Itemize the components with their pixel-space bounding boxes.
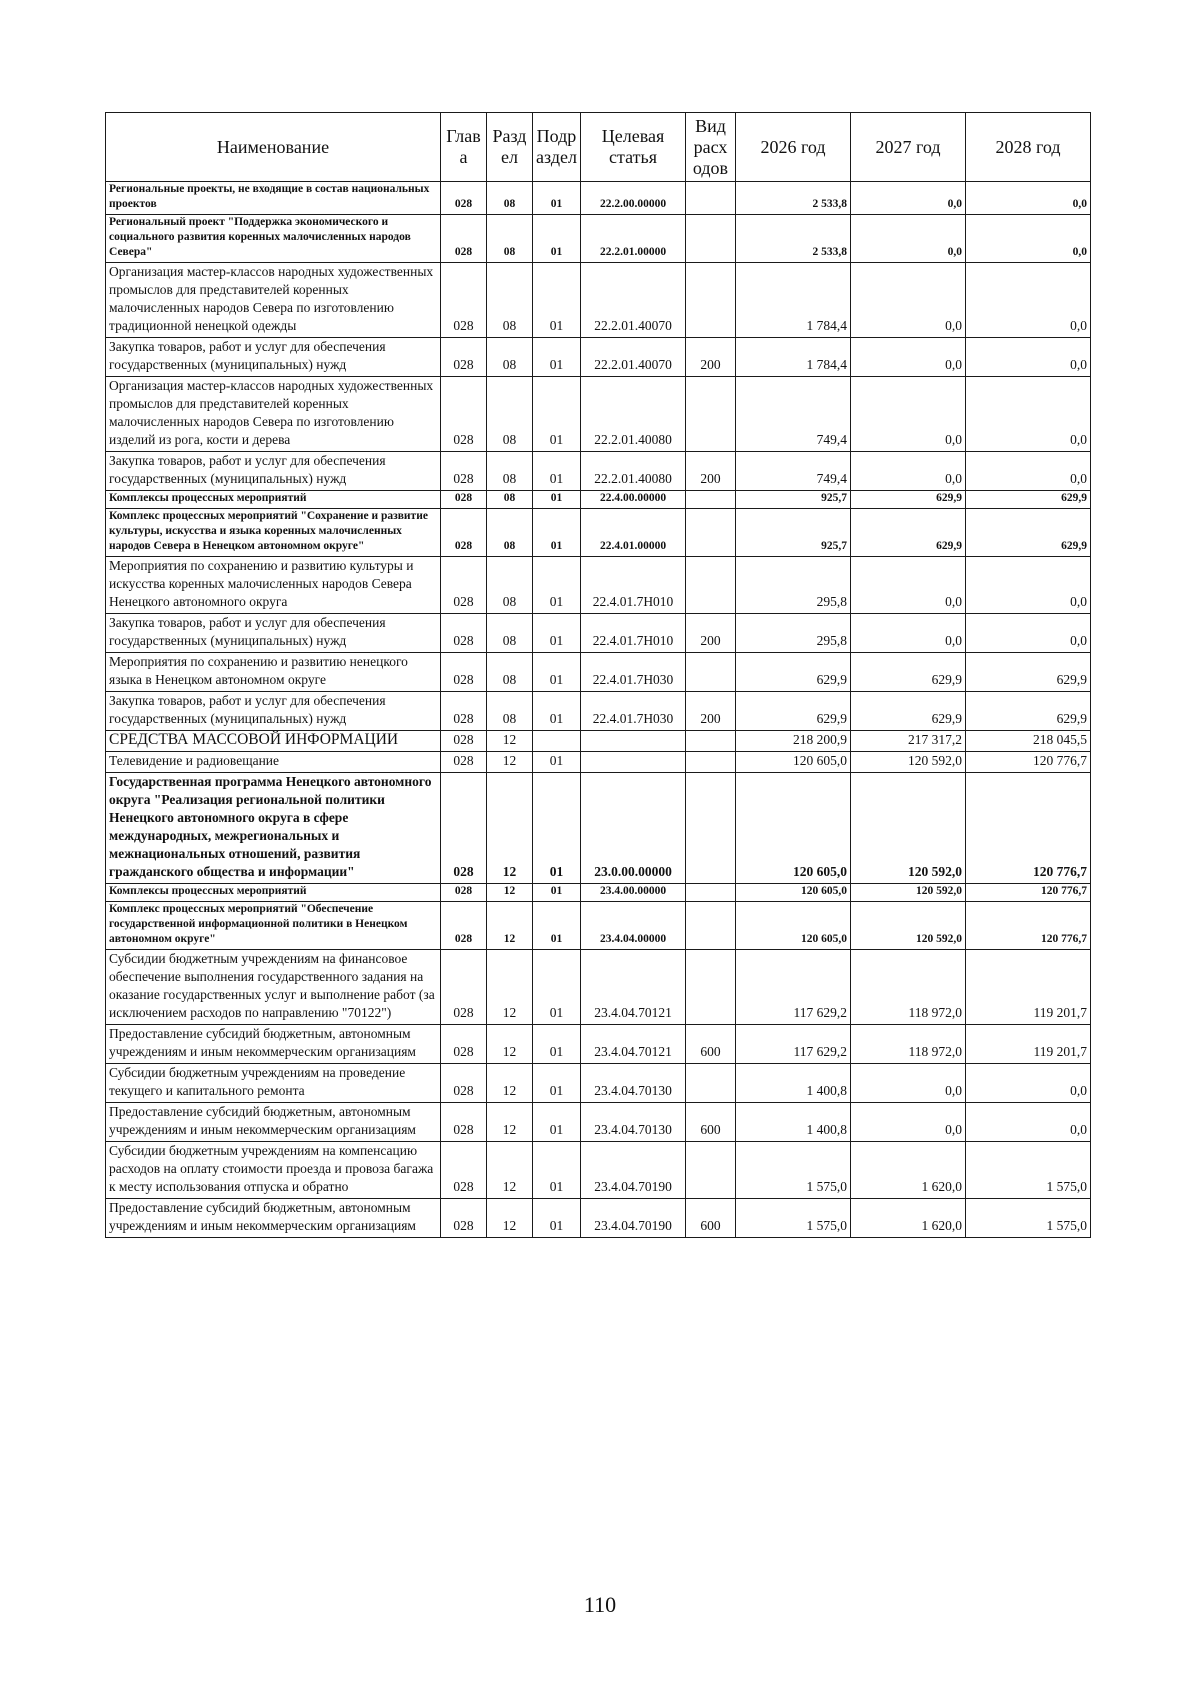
cell-glava: 028 <box>441 1103 487 1142</box>
cell-article: 22.2.01.00000 <box>581 215 686 263</box>
cell-y2028: 120 776,7 <box>966 752 1091 773</box>
cell-y2028: 1 575,0 <box>966 1142 1091 1199</box>
cell-y2027: 0,0 <box>851 338 966 377</box>
cell-y2027: 0,0 <box>851 1103 966 1142</box>
cell-razdel: 08 <box>487 452 533 491</box>
cell-y2027: 0,0 <box>851 182 966 215</box>
cell-vid: 200 <box>686 614 736 653</box>
cell-glava: 028 <box>441 614 487 653</box>
cell-y2028: 629,9 <box>966 491 1091 509</box>
table-row <box>106 215 1091 263</box>
cell-y2026: 218 200,9 <box>736 731 851 752</box>
cell-name: Субсидии бюджетным учреждениям на компенсацию расходов на оплату стоимости проезда и провоза багажа к месту использования отпуска и обратно <box>106 1142 441 1199</box>
cell-podrazdel: 01 <box>533 338 581 377</box>
cell-razdel: 12 <box>487 902 533 950</box>
table-row <box>106 950 1091 1025</box>
cell-y2026: 749,4 <box>736 377 851 452</box>
cell-razdel: 08 <box>487 263 533 338</box>
cell-glava: 028 <box>441 653 487 692</box>
cell-name: Предоставление субсидий бюджетным, автономным учреждениям и иным некоммерческим организациям <box>106 1025 441 1064</box>
cell-y2028: 0,0 <box>966 377 1091 452</box>
cell-article: 23.4.04.70190 <box>581 1199 686 1238</box>
cell-razdel: 12 <box>487 752 533 773</box>
cell-name: Субсидии бюджетным учреждениям на проведение текущего и капитального ремонта <box>106 1064 441 1103</box>
cell-razdel: 08 <box>487 215 533 263</box>
cell-razdel: 12 <box>487 884 533 902</box>
cell-podrazdel: 01 <box>533 452 581 491</box>
cell-podrazdel: 01 <box>533 182 581 215</box>
table-row <box>106 1199 1091 1238</box>
cell-article: 22.4.01.7Н010 <box>581 557 686 614</box>
cell-glava: 028 <box>441 509 487 557</box>
cell-podrazdel: 01 <box>533 491 581 509</box>
cell-glava: 028 <box>441 884 487 902</box>
cell-podrazdel: 01 <box>533 614 581 653</box>
cell-glava: 028 <box>441 452 487 491</box>
cell-glava: 028 <box>441 557 487 614</box>
cell-y2027: 118 972,0 <box>851 950 966 1025</box>
cell-article: 22.2.00.00000 <box>581 182 686 215</box>
cell-y2027: 1 620,0 <box>851 1142 966 1199</box>
cell-y2027: 0,0 <box>851 377 966 452</box>
cell-podrazdel: 01 <box>533 884 581 902</box>
cell-article: 22.2.01.40080 <box>581 452 686 491</box>
cell-glava: 028 <box>441 1025 487 1064</box>
table-row <box>106 263 1091 338</box>
cell-glava: 028 <box>441 773 487 884</box>
cell-y2026: 117 629,2 <box>736 950 851 1025</box>
cell-article: 22.4.00.00000 <box>581 491 686 509</box>
cell-y2026: 1 784,4 <box>736 263 851 338</box>
cell-article: 23.0.00.00000 <box>581 773 686 884</box>
cell-razdel: 12 <box>487 773 533 884</box>
cell-podrazdel: 01 <box>533 1064 581 1103</box>
table-row <box>106 182 1091 215</box>
cell-name: Предоставление субсидий бюджетным, автономным учреждениям и иным некоммерческим организациям <box>106 1199 441 1238</box>
cell-razdel: 08 <box>487 377 533 452</box>
cell-y2027: 120 592,0 <box>851 884 966 902</box>
cell-glava: 028 <box>441 902 487 950</box>
cell-y2028: 1 575,0 <box>966 1199 1091 1238</box>
cell-podrazdel: 01 <box>533 1199 581 1238</box>
cell-vid <box>686 263 736 338</box>
cell-y2028: 120 776,7 <box>966 884 1091 902</box>
cell-razdel: 12 <box>487 1103 533 1142</box>
cell-vid: 200 <box>686 692 736 731</box>
cell-article: 23.4.04.70190 <box>581 1142 686 1199</box>
cell-y2028: 0,0 <box>966 338 1091 377</box>
cell-y2026: 117 629,2 <box>736 1025 851 1064</box>
table-row <box>106 1025 1091 1064</box>
cell-y2027: 120 592,0 <box>851 752 966 773</box>
table-row <box>106 1103 1091 1142</box>
table-row <box>106 614 1091 653</box>
cell-podrazdel <box>533 731 581 752</box>
cell-vid: 600 <box>686 1199 736 1238</box>
cell-vid <box>686 653 736 692</box>
cell-article: 22.2.01.40070 <box>581 338 686 377</box>
cell-y2027: 0,0 <box>851 557 966 614</box>
cell-vid <box>686 884 736 902</box>
cell-vid <box>686 509 736 557</box>
cell-article: 22.4.01.00000 <box>581 509 686 557</box>
cell-y2027: 0,0 <box>851 263 966 338</box>
cell-name: Комплекс процессных мероприятий "Сохранение и развитие культуры, искусства и языка коренных малочисленных народов Севера в Ненецком автономном округе" <box>106 509 441 557</box>
cell-y2026: 2 533,8 <box>736 182 851 215</box>
cell-y2027: 629,9 <box>851 491 966 509</box>
table-row <box>106 557 1091 614</box>
cell-podrazdel: 01 <box>533 509 581 557</box>
cell-y2028: 119 201,7 <box>966 1025 1091 1064</box>
cell-y2026: 120 605,0 <box>736 773 851 884</box>
cell-podrazdel: 01 <box>533 1142 581 1199</box>
header-2028: 2028 год <box>966 113 1091 182</box>
cell-article: 23.4.04.70130 <box>581 1103 686 1142</box>
header-article: Целевая статья <box>581 113 686 182</box>
cell-glava: 028 <box>441 1142 487 1199</box>
cell-glava: 028 <box>441 731 487 752</box>
table-row <box>106 692 1091 731</box>
cell-article: 22.2.01.40070 <box>581 263 686 338</box>
cell-name: Мероприятия по сохранению и развитию культуры и искусства коренных малочисленных народов Севера Ненецкого автономного округа <box>106 557 441 614</box>
cell-y2026: 749,4 <box>736 452 851 491</box>
cell-y2026: 925,7 <box>736 491 851 509</box>
cell-razdel: 12 <box>487 1199 533 1238</box>
table-row <box>106 1064 1091 1103</box>
cell-razdel: 12 <box>487 950 533 1025</box>
cell-y2026: 1 400,8 <box>736 1064 851 1103</box>
cell-y2028: 629,9 <box>966 509 1091 557</box>
table-row <box>106 377 1091 452</box>
cell-name: Предоставление субсидий бюджетным, автономным учреждениям и иным некоммерческим организациям <box>106 1103 441 1142</box>
table-header-row <box>106 113 1091 182</box>
cell-article: 23.4.04.70121 <box>581 950 686 1025</box>
cell-razdel: 08 <box>487 182 533 215</box>
cell-y2028: 0,0 <box>966 614 1091 653</box>
header-2026: 2026 год <box>736 113 851 182</box>
cell-glava: 028 <box>441 1064 487 1103</box>
table-row <box>106 884 1091 902</box>
cell-vid <box>686 773 736 884</box>
cell-name: Комплексы процессных мероприятий <box>106 491 441 509</box>
cell-razdel: 08 <box>487 491 533 509</box>
table-row <box>106 491 1091 509</box>
cell-name: Региональные проекты, не входящие в состав национальных проектов <box>106 182 441 215</box>
header-razdel: Разд ел <box>487 113 533 182</box>
cell-podrazdel: 01 <box>533 950 581 1025</box>
cell-glava: 028 <box>441 377 487 452</box>
cell-vid <box>686 557 736 614</box>
table-row <box>106 731 1091 752</box>
cell-article: 23.4.04.70121 <box>581 1025 686 1064</box>
cell-y2027: 1 620,0 <box>851 1199 966 1238</box>
cell-name: Субсидии бюджетным учреждениям на финансовое обеспечение выполнения государственного задания на оказание государственных услуг и выполнение работ (за исключением расходов по направлению "70122") <box>106 950 441 1025</box>
cell-y2027: 217 317,2 <box>851 731 966 752</box>
cell-glava: 028 <box>441 491 487 509</box>
cell-glava: 028 <box>441 950 487 1025</box>
cell-vid <box>686 1064 736 1103</box>
cell-razdel: 08 <box>487 614 533 653</box>
cell-y2027: 629,9 <box>851 509 966 557</box>
cell-y2028: 0,0 <box>966 452 1091 491</box>
cell-podrazdel: 01 <box>533 773 581 884</box>
cell-vid: 200 <box>686 338 736 377</box>
cell-y2028: 0,0 <box>966 182 1091 215</box>
cell-podrazdel: 01 <box>533 1025 581 1064</box>
table-row <box>106 752 1091 773</box>
cell-y2027: 629,9 <box>851 653 966 692</box>
cell-vid: 600 <box>686 1025 736 1064</box>
table-row <box>106 338 1091 377</box>
cell-y2027: 120 592,0 <box>851 902 966 950</box>
header-podrazdel: Подр аздел <box>533 113 581 182</box>
cell-y2026: 1 575,0 <box>736 1142 851 1199</box>
cell-vid <box>686 182 736 215</box>
cell-razdel: 08 <box>487 338 533 377</box>
cell-article: 22.4.01.7Н010 <box>581 614 686 653</box>
cell-name: Закупка товаров, работ и услуг для обеспечения государственных (муниципальных) нужд <box>106 338 441 377</box>
cell-podrazdel: 01 <box>533 1103 581 1142</box>
header-name: Наименование <box>106 113 441 182</box>
table-body <box>106 182 1091 1238</box>
cell-vid: 600 <box>686 1103 736 1142</box>
cell-y2028: 218 045,5 <box>966 731 1091 752</box>
table-row <box>106 1142 1091 1199</box>
cell-podrazdel: 01 <box>533 215 581 263</box>
cell-y2026: 295,8 <box>736 557 851 614</box>
cell-y2027: 0,0 <box>851 452 966 491</box>
cell-article <box>581 752 686 773</box>
cell-vid <box>686 902 736 950</box>
cell-glava: 028 <box>441 752 487 773</box>
table-row <box>106 452 1091 491</box>
cell-name: Организация мастер-классов народных художественных промыслов для представителей коренных малочисленных народов Севера по изготовлению изделий из рога, кости и дерева <box>106 377 441 452</box>
cell-name: Закупка товаров, работ и услуг для обеспечения государственных (муниципальных) нужд <box>106 692 441 731</box>
cell-podrazdel: 01 <box>533 653 581 692</box>
cell-article: 23.4.00.00000 <box>581 884 686 902</box>
cell-glava: 028 <box>441 692 487 731</box>
cell-vid <box>686 752 736 773</box>
cell-name: Государственная программа Ненецкого автономного округа "Реализация региональной политики Ненецкого автономного округа в сфере международных, межрегиональных и межнациональных отношений, развития гражданского общества и информации" <box>106 773 441 884</box>
cell-y2027: 0,0 <box>851 1064 966 1103</box>
cell-article: 22.4.01.7Н030 <box>581 692 686 731</box>
cell-razdel: 12 <box>487 1064 533 1103</box>
cell-name: Организация мастер-классов народных художественных промыслов для представителей коренных малочисленных народов Севера по изготовлению традиционной ненецкой одежды <box>106 263 441 338</box>
cell-y2026: 629,9 <box>736 653 851 692</box>
cell-glava: 028 <box>441 263 487 338</box>
cell-y2026: 120 605,0 <box>736 752 851 773</box>
table-row <box>106 509 1091 557</box>
budget-table <box>105 112 1091 1238</box>
cell-y2026: 295,8 <box>736 614 851 653</box>
cell-y2027: 120 592,0 <box>851 773 966 884</box>
cell-razdel: 08 <box>487 509 533 557</box>
cell-name: Региональный проект "Поддержка экономического и социального развития коренных малочисленных народов Севера" <box>106 215 441 263</box>
cell-vid <box>686 491 736 509</box>
cell-podrazdel: 01 <box>533 263 581 338</box>
cell-name: Закупка товаров, работ и услуг для обеспечения государственных (муниципальных) нужд <box>106 614 441 653</box>
cell-y2026: 629,9 <box>736 692 851 731</box>
cell-razdel: 08 <box>487 653 533 692</box>
cell-y2028: 119 201,7 <box>966 950 1091 1025</box>
cell-glava: 028 <box>441 215 487 263</box>
cell-y2028: 120 776,7 <box>966 773 1091 884</box>
cell-y2028: 629,9 <box>966 653 1091 692</box>
cell-vid <box>686 1142 736 1199</box>
cell-razdel: 12 <box>487 1025 533 1064</box>
cell-glava: 028 <box>441 1199 487 1238</box>
cell-y2028: 0,0 <box>966 1103 1091 1142</box>
cell-article: 23.4.04.00000 <box>581 902 686 950</box>
cell-razdel: 08 <box>487 557 533 614</box>
table-row <box>106 773 1091 884</box>
cell-y2027: 0,0 <box>851 215 966 263</box>
cell-razdel: 12 <box>487 731 533 752</box>
cell-name: Комплекс процессных мероприятий "Обеспечение государственной информационной политики в Ненецком автономном округе" <box>106 902 441 950</box>
cell-name: Телевидение и радиовещание <box>106 752 441 773</box>
cell-glava: 028 <box>441 182 487 215</box>
cell-vid <box>686 377 736 452</box>
cell-podrazdel: 01 <box>533 377 581 452</box>
cell-podrazdel: 01 <box>533 902 581 950</box>
cell-y2028: 0,0 <box>966 215 1091 263</box>
cell-name: Закупка товаров, работ и услуг для обеспечения государственных (муниципальных) нужд <box>106 452 441 491</box>
cell-glava: 028 <box>441 338 487 377</box>
table-row <box>106 653 1091 692</box>
cell-podrazdel: 01 <box>533 692 581 731</box>
cell-y2026: 1 575,0 <box>736 1199 851 1238</box>
cell-article: 23.4.04.70130 <box>581 1064 686 1103</box>
header-2027: 2027 год <box>851 113 966 182</box>
cell-name: Мероприятия по сохранению и развитию ненецкого языка в Ненецком автономном округе <box>106 653 441 692</box>
cell-podrazdel: 01 <box>533 752 581 773</box>
cell-razdel: 12 <box>487 1142 533 1199</box>
cell-podrazdel: 01 <box>533 557 581 614</box>
cell-y2027: 118 972,0 <box>851 1025 966 1064</box>
cell-y2028: 0,0 <box>966 557 1091 614</box>
cell-y2027: 629,9 <box>851 692 966 731</box>
cell-y2028: 120 776,7 <box>966 902 1091 950</box>
cell-article: 22.2.01.40080 <box>581 377 686 452</box>
cell-y2028: 0,0 <box>966 1064 1091 1103</box>
cell-y2028: 629,9 <box>966 692 1091 731</box>
cell-y2026: 1 784,4 <box>736 338 851 377</box>
cell-vid <box>686 215 736 263</box>
cell-y2026: 925,7 <box>736 509 851 557</box>
cell-name: Комплексы процессных мероприятий <box>106 884 441 902</box>
header-vid: Вид расх одов <box>686 113 736 182</box>
cell-y2026: 120 605,0 <box>736 884 851 902</box>
cell-vid <box>686 731 736 752</box>
cell-y2027: 0,0 <box>851 614 966 653</box>
table-row <box>106 902 1091 950</box>
cell-y2028: 0,0 <box>966 263 1091 338</box>
header-glava: Глав а <box>441 113 487 182</box>
cell-vid: 200 <box>686 452 736 491</box>
cell-name: СРЕДСТВА МАССОВОЙ ИНФОРМАЦИИ <box>106 731 441 752</box>
cell-razdel: 08 <box>487 692 533 731</box>
page-number: 110 <box>583 1592 617 1617</box>
cell-y2026: 2 533,8 <box>736 215 851 263</box>
cell-y2026: 120 605,0 <box>736 902 851 950</box>
cell-vid <box>686 950 736 1025</box>
cell-y2026: 1 400,8 <box>736 1103 851 1142</box>
cell-article <box>581 731 686 752</box>
cell-article: 22.4.01.7Н030 <box>581 653 686 692</box>
